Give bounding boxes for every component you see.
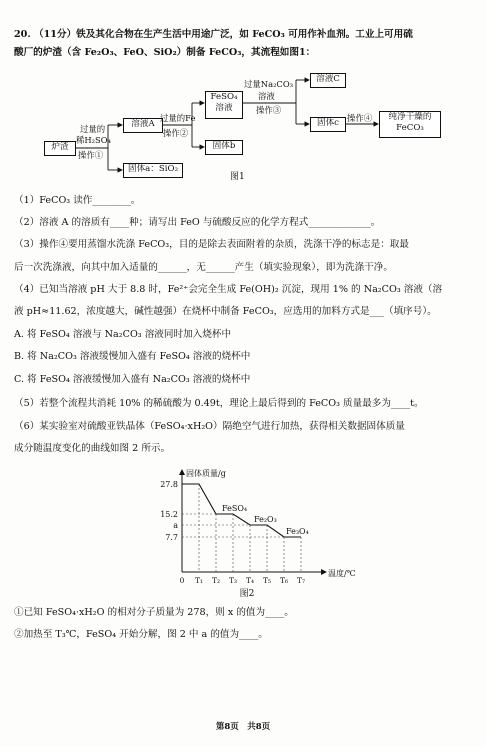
q2: （2）溶液 A 的溶质有____种；请写出 FeO 与硫酸反应的化学方程式_____________。	[14, 217, 381, 228]
x-tick-label: T₅	[262, 576, 272, 585]
x-tick-label: T₂	[211, 576, 221, 585]
option-b: B. 将 Na₂CO₃ 溶液缓慢加入盛有 FeSO₄ 溶液的烧杯中	[14, 351, 251, 362]
box-solution-c: 溶液C	[310, 73, 346, 88]
q6-line2: 成分随温度变化的曲线如图 2 所示。	[14, 443, 171, 454]
label-acid-2: 稀H₂SO₄	[76, 135, 111, 145]
box-solution-a: 溶液A	[123, 118, 163, 133]
segment-label: Fe₃O₄	[286, 527, 309, 536]
x-tick-label: T₇	[296, 576, 306, 585]
flowchart-arrows	[0, 0, 486, 200]
label-fe: 过量的Fe	[160, 113, 196, 123]
q4-line1: （4）已知当溶液 pH 大于 8.8 时，Fe²⁺会完全生成 Fe(OH)₂ 沉淀，现用 1% 的 Na₂CO₃ 溶液（溶	[14, 284, 443, 295]
box-feso4	[205, 91, 243, 119]
box-product-line1: 纯净干燥的	[388, 112, 432, 122]
y-axis-label: 固体质量/g	[186, 469, 226, 478]
sub-q2: ②加热至 T₃℃，FeSO₄ 开始分解，图 2 中 a 的值为____。	[14, 629, 268, 640]
x-tick-label: T₁	[194, 576, 204, 585]
page-footer: 第8页 共8页	[215, 722, 271, 732]
q3-line2: 后一次洗涤液，向其中加入适量的______，无______产生（填实验现象），即为洗涤干净。	[14, 262, 393, 273]
y-tick-label: 15.2	[160, 510, 178, 519]
segment-label: Fe₂O₃	[254, 515, 277, 524]
box-feso4-line2: 溶液	[215, 103, 233, 113]
option-a: A. 将 FeSO₄ 溶液与 Na₂CO₃ 溶液同时加入烧杯中	[14, 329, 232, 340]
box-solid-a: 固体a：SiO₂	[123, 163, 183, 178]
box-product-line2: FeCO₃	[396, 123, 424, 133]
label-na2co3: 过量Na₂CO₃	[244, 79, 294, 89]
q4-line2: 液 pH≈11.62，浓度越大，碱性越强）在烧杯中制备 FeCO₃，应选用的加料方式是___（填序号）。	[14, 306, 437, 317]
q3-line1: （3）操作④要用蒸馏水洗涤 FeCO₃，目的是除去表面附着的杂质，洗涤干净的标志是：取最	[14, 239, 409, 250]
x-tick-label: T₃	[228, 576, 238, 585]
segment-label: FeSO₄	[222, 504, 248, 513]
label-op2: 操作②	[163, 128, 189, 138]
box-feso4-line1: FeSO₄	[210, 92, 238, 102]
x-axis-label: 温度/℃	[328, 569, 356, 578]
figure2-caption: 图2	[239, 589, 255, 599]
x-tick-label: T₄	[245, 576, 255, 585]
label-na2co3-2: 溶液	[258, 91, 275, 101]
x-tick-label: T₆	[279, 576, 289, 585]
label-op4: 操作④	[347, 113, 373, 123]
box-slag: 炉渣	[44, 141, 76, 156]
label-op1: 操作①	[78, 150, 104, 160]
y-tick-label: 7.7	[165, 533, 178, 542]
sub-q1: ①已知 FeSO₄·xH₂O 的相对分子质量为 278，则 x 的值为____。	[14, 607, 294, 618]
box-product	[379, 111, 441, 138]
question-line-2: 酸厂的炉渣（含 Fe₂O₃、FeO、SiO₂）制备 FeCO₃，其流程如图1：	[14, 47, 316, 58]
q5: （5）若整个流程共消耗 10% 的稀硫酸为 0.49t，理论上最后得到的 FeCO₃ 质量最多为____t。	[14, 398, 424, 409]
label-op3: 操作③	[256, 105, 282, 115]
label-acid-1: 过量的	[80, 124, 106, 134]
y-tick-label: 27.8	[160, 480, 178, 489]
q6-line1: （6）某实验室对硫酸亚铁晶体（FeSO₄·xH₂O）隔绝空气进行加热，获得相关数据固体质量	[14, 421, 405, 432]
q1: （1）FeCO₃ 读作________。	[14, 195, 141, 206]
box-solid-c: 固体c	[310, 117, 346, 132]
question-line-1: 20. （11分）铁及其化合物在生产生活中用途广泛，如 FeCO₃ 可用作补血剂。工业上可用硫	[14, 29, 413, 40]
y-tick-label: a	[173, 521, 178, 530]
option-c: C. 将 FeSO₄ 溶液缓慢加入盛有 Na₂CO₃ 溶液的烧杯中	[14, 374, 251, 385]
mass-temperature-chart	[0, 462, 486, 602]
x-tick-label: 0	[179, 576, 185, 585]
box-solid-b: 固体b	[205, 140, 243, 155]
figure1-caption: 图1	[230, 172, 245, 182]
